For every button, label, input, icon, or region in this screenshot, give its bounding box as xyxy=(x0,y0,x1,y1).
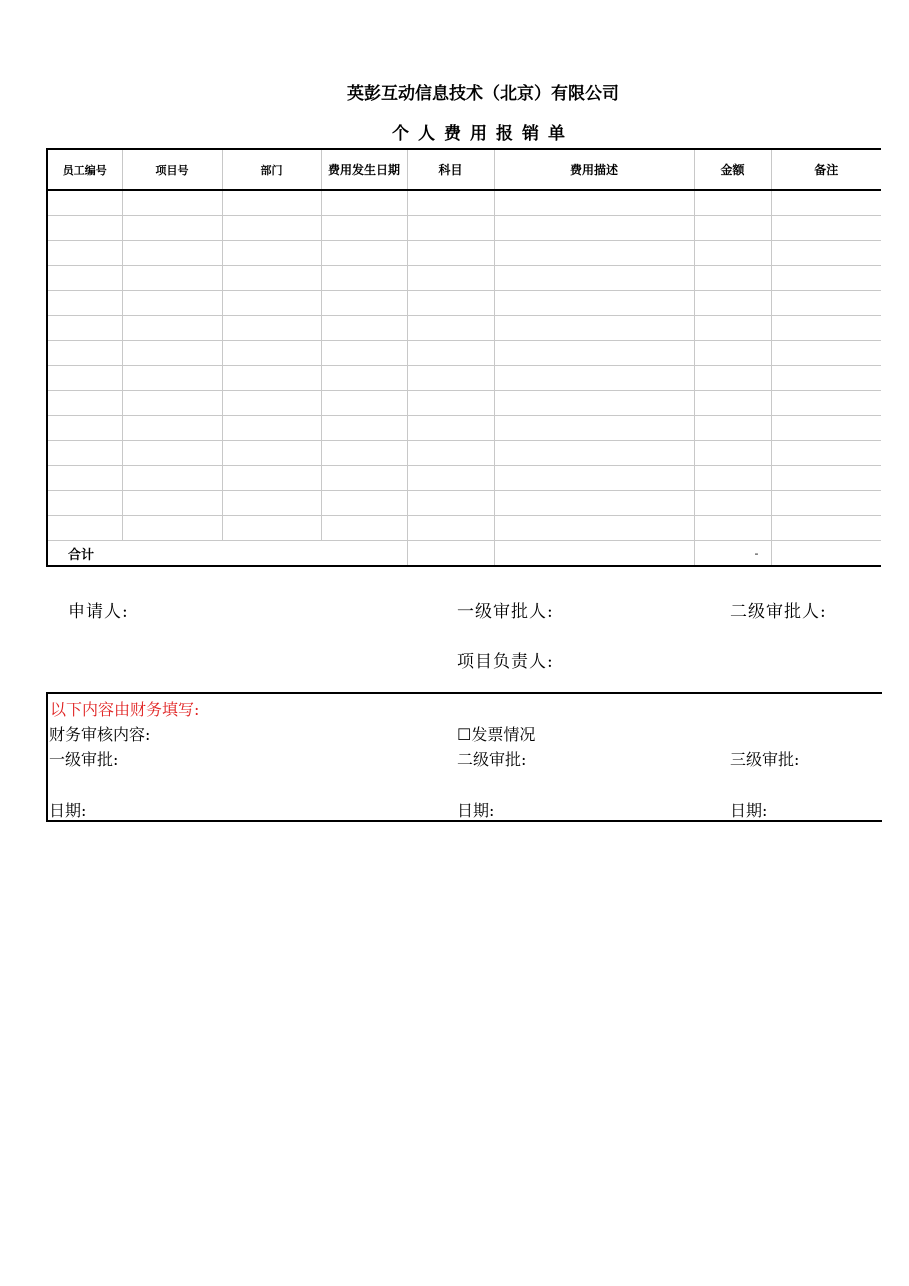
date-label-1: 日期: xyxy=(49,801,87,820)
table-row xyxy=(47,341,881,366)
table-header-row xyxy=(47,149,881,190)
table-cell[interactable] xyxy=(222,366,321,391)
total-cell[interactable] xyxy=(494,541,694,567)
total-label: 合计 xyxy=(47,541,407,567)
invoice-checkbox[interactable]: ☐ xyxy=(457,725,472,744)
table-cell[interactable] xyxy=(122,266,222,291)
table-row xyxy=(47,416,881,441)
table-cell[interactable] xyxy=(47,366,122,391)
col-header-description: 费用描述 xyxy=(494,149,694,190)
table-cell[interactable] xyxy=(122,241,222,266)
table-cell[interactable] xyxy=(47,291,122,316)
table-cell[interactable] xyxy=(222,190,321,216)
table-row xyxy=(47,291,881,316)
table-cell[interactable] xyxy=(771,491,881,516)
finance-review-label: 财务审核内容: xyxy=(49,725,151,744)
first-approver-label: 一级审批人: xyxy=(457,602,554,622)
table-cell[interactable] xyxy=(122,441,222,466)
company-title: 英彭互动信息技术（北京）有限公司 xyxy=(347,84,619,104)
level3-approval-label: 三级审批: xyxy=(730,750,800,769)
table-cell[interactable] xyxy=(321,241,407,266)
table-cell[interactable] xyxy=(771,366,881,391)
table-cell[interactable] xyxy=(321,190,407,216)
table-cell[interactable] xyxy=(771,516,881,541)
table-row xyxy=(47,366,881,391)
level2-approval-label: 二级审批: xyxy=(457,750,527,769)
date-label-2: 日期: xyxy=(457,801,495,820)
table-row xyxy=(47,316,881,341)
table-cell[interactable] xyxy=(321,366,407,391)
table-cell[interactable] xyxy=(407,516,494,541)
table-cell[interactable] xyxy=(122,466,222,491)
table-body xyxy=(47,190,881,541)
table-cell[interactable] xyxy=(771,341,881,366)
table-cell[interactable] xyxy=(694,341,771,366)
table-cell[interactable] xyxy=(222,391,321,416)
table-cell[interactable] xyxy=(494,416,694,441)
table-cell[interactable] xyxy=(321,491,407,516)
table-cell[interactable] xyxy=(47,341,122,366)
table-cell[interactable] xyxy=(407,491,494,516)
applicant-label: 申请人: xyxy=(68,602,129,622)
table-cell[interactable] xyxy=(321,516,407,541)
table-cell[interactable] xyxy=(694,441,771,466)
table-cell[interactable] xyxy=(771,266,881,291)
table-cell[interactable] xyxy=(407,216,494,241)
table-row xyxy=(47,190,881,216)
table-cell[interactable] xyxy=(771,391,881,416)
table-row xyxy=(47,391,881,416)
table-row xyxy=(47,216,881,241)
col-header-expense-date: 费用发生日期 xyxy=(321,149,407,190)
table-cell[interactable] xyxy=(771,216,881,241)
expense-table xyxy=(46,148,881,567)
table-cell[interactable] xyxy=(321,341,407,366)
table-cell[interactable] xyxy=(122,190,222,216)
table-cell[interactable] xyxy=(494,516,694,541)
table-cell[interactable] xyxy=(321,266,407,291)
table-cell[interactable] xyxy=(222,491,321,516)
table-cell[interactable] xyxy=(321,216,407,241)
table-cell[interactable] xyxy=(222,241,321,266)
table-row xyxy=(47,466,881,491)
table-cell[interactable] xyxy=(407,190,494,216)
total-cell[interactable] xyxy=(771,541,881,567)
finance-heading: 以下内容由财务填写: xyxy=(50,700,200,719)
table-cell[interactable] xyxy=(47,216,122,241)
table-cell[interactable] xyxy=(222,216,321,241)
table-cell[interactable] xyxy=(222,416,321,441)
table-cell[interactable] xyxy=(494,466,694,491)
col-header-remarks: 备注 xyxy=(771,149,881,190)
table-cell[interactable] xyxy=(771,316,881,341)
total-amount[interactable]: - xyxy=(694,541,771,567)
table-cell[interactable] xyxy=(407,241,494,266)
table-cell[interactable] xyxy=(222,341,321,366)
col-header-project-no: 项目号 xyxy=(122,149,222,190)
table-cell[interactable] xyxy=(47,316,122,341)
table-cell[interactable] xyxy=(122,216,222,241)
table-cell[interactable] xyxy=(407,316,494,341)
table-cell[interactable] xyxy=(771,190,881,216)
table-cell[interactable] xyxy=(771,466,881,491)
table-cell[interactable] xyxy=(771,291,881,316)
table-cell[interactable] xyxy=(771,241,881,266)
table-cell[interactable] xyxy=(694,241,771,266)
table-cell[interactable] xyxy=(122,491,222,516)
table-cell[interactable] xyxy=(47,416,122,441)
table-cell[interactable] xyxy=(494,366,694,391)
table-cell[interactable] xyxy=(47,266,122,291)
table-cell[interactable] xyxy=(407,466,494,491)
col-header-employee-id: 员工编号 xyxy=(47,149,122,190)
table-cell[interactable] xyxy=(407,341,494,366)
form-title: 个人费用报销单 xyxy=(392,124,574,144)
table-cell[interactable] xyxy=(694,491,771,516)
table-cell[interactable] xyxy=(494,190,694,216)
table-cell[interactable] xyxy=(694,516,771,541)
table-cell[interactable] xyxy=(47,190,122,216)
table-cell[interactable] xyxy=(122,516,222,541)
table-row xyxy=(47,491,881,516)
table-cell[interactable] xyxy=(321,416,407,441)
table-cell[interactable] xyxy=(407,366,494,391)
table-cell[interactable] xyxy=(694,291,771,316)
col-header-subject: 科目 xyxy=(407,149,494,190)
table-cell[interactable] xyxy=(407,266,494,291)
table-cell[interactable] xyxy=(407,391,494,416)
table-cell[interactable] xyxy=(494,291,694,316)
table-cell[interactable] xyxy=(694,216,771,241)
table-cell[interactable] xyxy=(494,216,694,241)
table-cell[interactable] xyxy=(494,341,694,366)
table-cell[interactable] xyxy=(222,441,321,466)
table-cell[interactable] xyxy=(694,366,771,391)
table-cell[interactable] xyxy=(694,266,771,291)
table-cell[interactable] xyxy=(222,266,321,291)
table-cell[interactable] xyxy=(222,466,321,491)
table-cell[interactable] xyxy=(694,466,771,491)
table-cell[interactable] xyxy=(47,516,122,541)
table-cell[interactable] xyxy=(47,241,122,266)
total-row xyxy=(47,541,881,567)
second-approver-label: 二级审批人: xyxy=(730,602,827,622)
table-cell[interactable] xyxy=(122,391,222,416)
table-cell[interactable] xyxy=(694,391,771,416)
table-row xyxy=(47,516,881,541)
table-cell[interactable] xyxy=(222,516,321,541)
table-cell[interactable] xyxy=(494,241,694,266)
invoice-status xyxy=(457,722,535,745)
table-cell[interactable] xyxy=(321,316,407,341)
table-cell[interactable] xyxy=(494,441,694,466)
table-cell[interactable] xyxy=(222,291,321,316)
table-cell[interactable] xyxy=(494,391,694,416)
table-cell[interactable] xyxy=(122,316,222,341)
table-row xyxy=(47,441,881,466)
col-header-department: 部门 xyxy=(222,149,321,190)
finance-section xyxy=(46,692,882,822)
table-cell[interactable] xyxy=(47,466,122,491)
table-cell[interactable] xyxy=(407,441,494,466)
table-cell[interactable] xyxy=(407,416,494,441)
table-cell[interactable] xyxy=(771,441,881,466)
table-row xyxy=(47,241,881,266)
table-cell[interactable] xyxy=(694,190,771,216)
table-cell[interactable] xyxy=(321,466,407,491)
table-cell[interactable] xyxy=(494,491,694,516)
table-cell[interactable] xyxy=(494,316,694,341)
date-label-3: 日期: xyxy=(730,801,768,820)
table-cell[interactable] xyxy=(321,441,407,466)
table-cell[interactable] xyxy=(47,491,122,516)
table-cell[interactable] xyxy=(321,291,407,316)
table-cell[interactable] xyxy=(47,391,122,416)
table-cell[interactable] xyxy=(122,291,222,316)
table-cell[interactable] xyxy=(321,391,407,416)
table-cell[interactable] xyxy=(122,341,222,366)
table-cell[interactable] xyxy=(494,266,694,291)
table-cell[interactable] xyxy=(694,416,771,441)
table-cell[interactable] xyxy=(122,366,222,391)
table-cell[interactable] xyxy=(222,316,321,341)
table-cell[interactable] xyxy=(694,316,771,341)
table-row xyxy=(47,266,881,291)
level1-approval-label: 一级审批: xyxy=(49,750,119,769)
table-cell[interactable] xyxy=(47,441,122,466)
col-header-amount: 金额 xyxy=(694,149,771,190)
total-cell[interactable] xyxy=(407,541,494,567)
invoice-label: 发票情况 xyxy=(471,725,536,744)
table-cell[interactable] xyxy=(122,416,222,441)
table-cell[interactable] xyxy=(771,416,881,441)
project-lead-label: 项目负责人: xyxy=(457,652,554,672)
table-cell[interactable] xyxy=(407,291,494,316)
